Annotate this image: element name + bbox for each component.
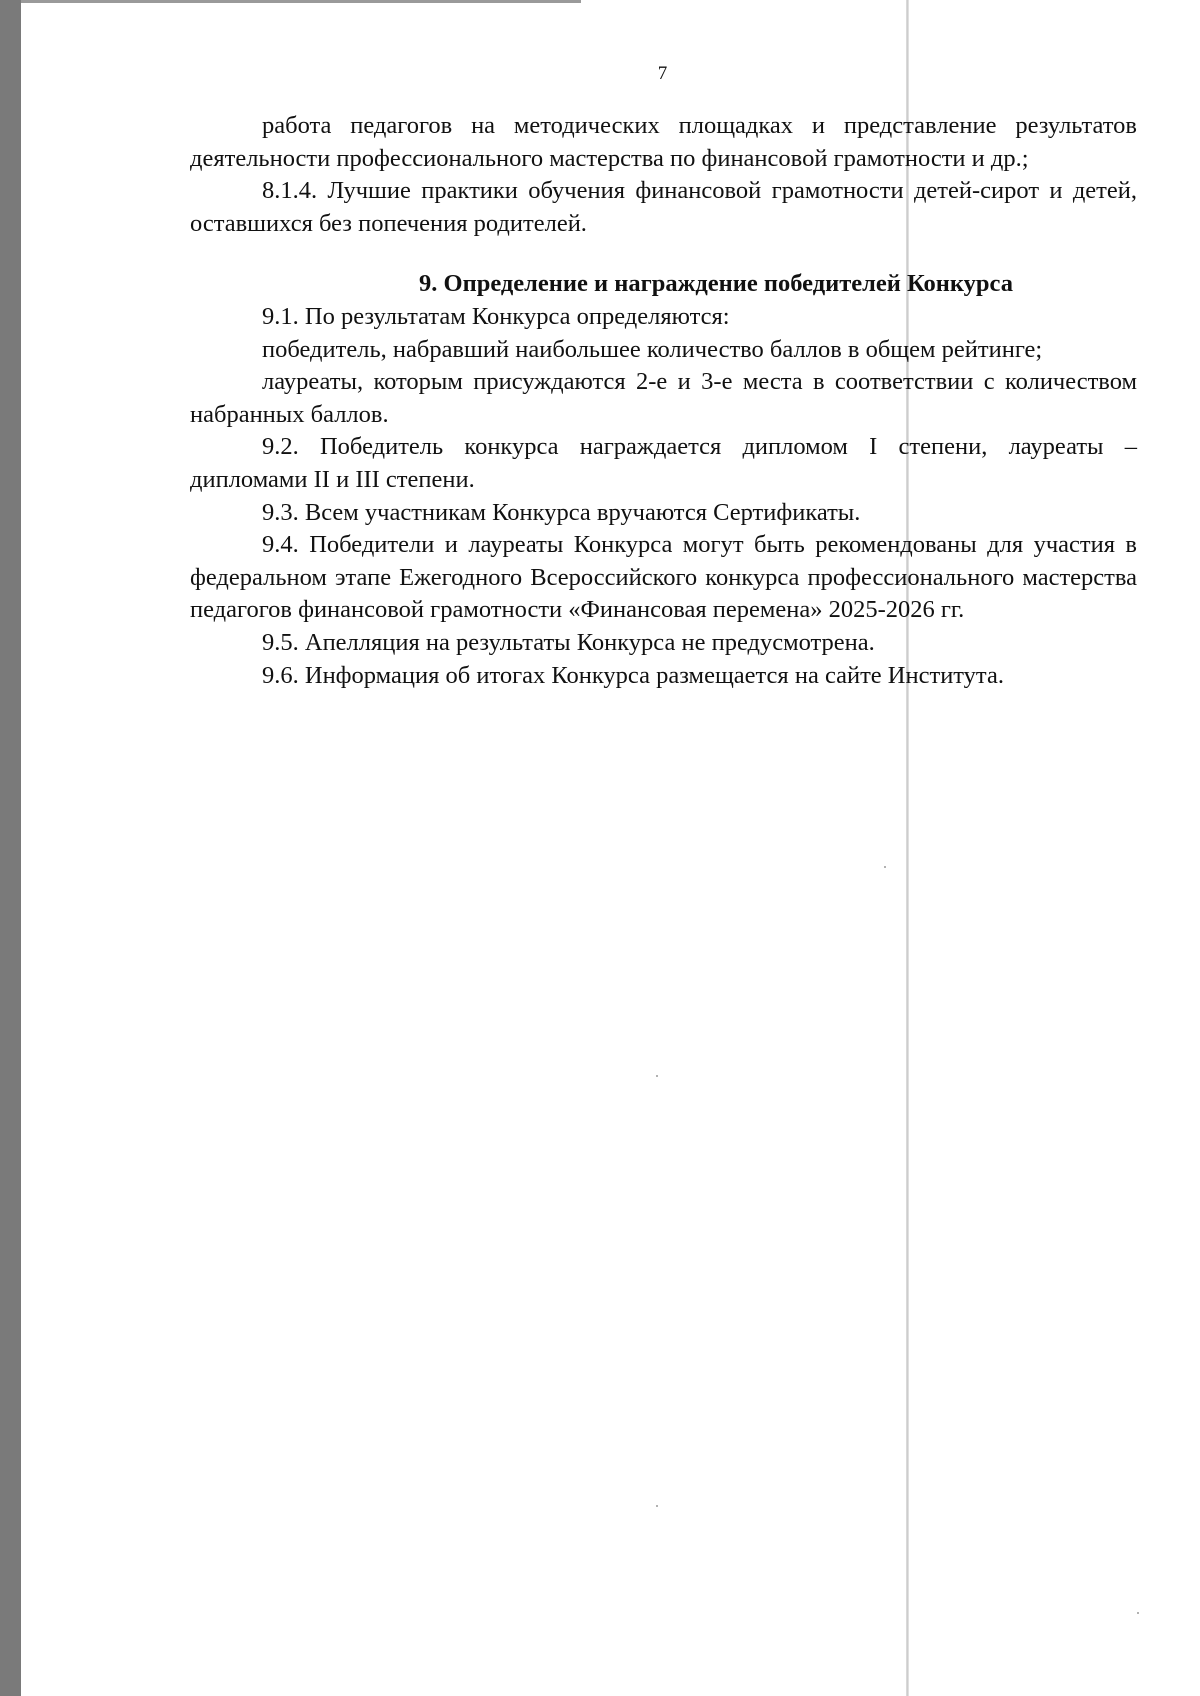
- paragraph-9-4: 9.4. Победители и лауреаты Конкурса могут быть рекомендованы для участия в федеральном этапе Ежегодного Всероссийского конкурса профессионального мастерства педагогов финансовой грамотности «Финансовая перемена» 2025-2026 гг.: [190, 531, 1137, 624]
- paragraph-9-1: 9.1. По результатам Конкурса определяются:: [262, 302, 730, 330]
- paragraph-methodical-work: работа педагогов на методических площадках и представление результатов деятельности профессионального мастерства по финансовой грамотности и др.;: [190, 112, 1137, 172]
- paragraph-laureates: лауреаты, которым присуждаются 2-е и 3-е места в соответствии с количеством набранных баллов.: [190, 368, 1137, 428]
- scan-top-edge: [21, 0, 581, 3]
- scan-speck: [656, 1075, 658, 1077]
- paragraph-9-6: 9.6. Информация об итогах Конкурса размещается на сайте Института.: [262, 661, 1004, 689]
- section-heading: 9. Определение и награждение победителей Конкурса: [419, 270, 1013, 298]
- scan-speck: [656, 1505, 658, 1507]
- document-body: [190, 110, 1137, 692]
- scan-speck: [884, 866, 886, 868]
- scan-left-edge: [0, 0, 21, 1696]
- page-number: 7: [657, 63, 668, 84]
- paragraph-9-5: 9.5. Апелляция на результаты Конкурса не предусмотрена.: [262, 628, 875, 656]
- paragraph-8-1-4: 8.1.4. Лучшие практики обучения финансовой грамотности детей-сирот и детей, оставшихся без попечения родителей.: [190, 177, 1137, 237]
- paragraph-9-3: 9.3. Всем участникам Конкурса вручаются Сертификаты.: [262, 498, 861, 526]
- paragraph-9-2: 9.2. Победитель конкурса награждается дипломом I степени, лауреаты – дипломами II и III степени.: [190, 433, 1137, 493]
- paragraph-winner: победитель, набравший наибольшее количество баллов в общем рейтинге;: [262, 335, 1043, 363]
- scan-speck: [1137, 1612, 1139, 1614]
